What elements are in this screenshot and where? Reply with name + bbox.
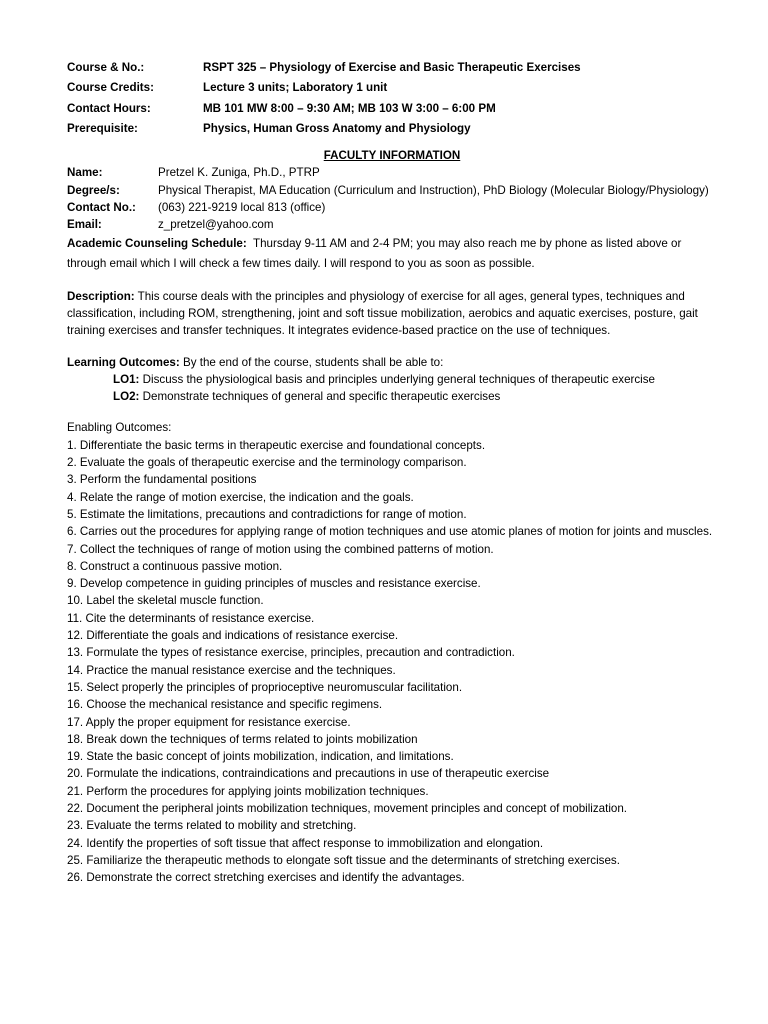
enabling-outcomes [67,419,717,886]
faculty-label: Email: [67,218,102,232]
faculty-row-name [67,164,717,181]
description-text: This course deals with the principles and physiology of exercise for all ages, general types, techniques and classification, including ROM, strengthening, joint and soft tissue mobilization, aerobics and aquatic exercises, posture, gait training exercises and transfer techniques. It integrates evidence-based practice on the use of techniques. [67,289,698,338]
course-value: MB 101 MW 8:00 – 9:30 AM; MB 103 W 3:00 – 6:00 PM [203,101,496,115]
enabling-outcome-item: 18. Break down the techniques of terms related to joints mobilization [67,732,418,746]
enabling-outcome-item: 25. Familiarize the therapeutic methods to elongate soft tissue and the determinants of stretching exercises. [67,853,620,867]
course-row-hours [67,99,717,119]
enabling-outcome-item: 22. Document the peripheral joints mobilization techniques, movement principles and concept of mobilization. [67,801,628,815]
course-value: RSPT 325 – Physiology of Exercise and Basic Therapeutic Exercises [203,61,581,74]
enabling-outcome-item: 13. Formulate the types of resistance exercise, principles, precaution and contradiction. [67,646,515,660]
course-value: Physics, Human Gross Anatomy and Physiology [203,121,471,135]
syllabus-page [67,58,717,886]
faculty-row-contact [67,199,717,216]
course-label: Prerequisite: [67,121,138,135]
enabling-outcome-item: 17. Apply the proper equipment for resistance exercise. [67,715,351,729]
counseling-text: Thursday 9-11 AM and 2-4 PM; you may also reach me by phone as listed above or through email which I will check a few times daily. I will respond to you as soon as possible. [67,236,682,270]
faculty-row-email [67,216,717,233]
enabling-outcome-item: 5. Estimate the limitations, precautions and contradictions for range of motion. [67,507,467,521]
enabling-outcome-item: 10. Label the skeletal muscle function. [67,594,264,608]
counseling-schedule [67,234,717,274]
enabling-outcome-item: 21. Perform the procedures for applying joints mobilization techniques. [67,784,429,798]
faculty-label: Degree/s: [67,183,120,197]
enabling-outcome-item: 19. State the basic concept of joints mobilization, indication, and limitations. [67,750,454,764]
course-row-number [67,58,717,78]
faculty-value: Pretzel K. Zuniga, Ph.D., PTRP [158,166,320,180]
enabling-outcome-item: 4. Relate the range of motion exercise, the indication and the goals. [67,490,414,504]
enabling-outcome-item: 11. Cite the determinants of resistance exercise. [67,611,315,625]
learning-outcome-item [67,371,717,388]
faculty-info [67,164,717,273]
learning-outcomes [67,354,717,406]
enabling-outcome-item: 20. Formulate the indications, contraindications and precautions in use of therapeutic exercise [67,767,550,781]
learning-outcome-text: Demonstrate techniques of general and specific therapeutic exercises [142,390,501,404]
counseling-label: Academic Counseling Schedule: [67,236,247,250]
enabling-outcome-item: 23. Evaluate the terms related to mobility and stretching. [67,819,357,833]
spacer [67,340,717,354]
learning-outcome-code: LO2: [113,390,140,404]
enabling-outcome-item: 1. Differentiate the basic terms in therapeutic exercise and foundational concepts. [67,438,486,452]
enabling-outcome-item: 14. Practice the manual resistance exercise and the techniques. [67,663,396,677]
enabling-outcome-item: 12. Differentiate the goals and indications of resistance exercise. [67,629,399,643]
enabling-outcome-item: 9. Develop competence in guiding principles of muscles and resistance exercise. [67,577,481,591]
faculty-info-heading: FACULTY INFORMATION [323,149,461,163]
learning-outcome-text: Discuss the physiological basis and principles underlying general techniques of therapeutic exercise [142,372,656,386]
course-value: Lecture 3 units; Laboratory 1 unit [203,81,388,95]
enabling-outcome-item: 15. Select properly the principles of proprioceptive neuromuscular facilitation. [67,680,463,694]
learning-outcome-code: LO1: [113,372,140,386]
course-info [67,58,717,139]
course-row-credits [67,78,717,98]
learning-outcome-item [67,388,717,405]
course-label: Course Credits: [67,81,154,95]
faculty-label: Contact No.: [67,201,136,215]
course-label: Contact Hours: [67,101,151,115]
enabling-outcome-item: 7. Collect the techniques of range of motion using the combined patterns of motion. [67,542,494,556]
learning-outcomes-intro [67,354,717,371]
course-row-prerequisite [67,119,717,139]
learning-outcomes-label: Learning Outcomes: [67,355,180,369]
enabling-outcome-item: 2. Evaluate the goals of therapeutic exercise and the terminology comparison. [67,456,467,470]
enabling-outcome-item: 24. Identify the properties of soft tissue that affect response to immobilization and elongation. [67,836,544,850]
spacer [67,405,717,419]
description-label: Description: [67,289,135,303]
enabling-outcome-item: 26. Demonstrate the correct stretching exercises and identify the advantages. [67,871,465,885]
course-label: Course & No.: [67,61,145,74]
learning-outcomes-intro-text: By the end of the course, students shall be able to: [182,355,444,369]
faculty-email[interactable]: z_pretzel@yahoo.com [158,218,274,232]
enabling-outcome-item: 6. Carries out the procedures for applying range of motion techniques and use atomic planes of motion for joints and muscles. [67,525,713,539]
faculty-value: (063) 221-9219 local 813 (office) [158,201,326,215]
course-description [67,288,717,340]
spacer [67,274,717,288]
enabling-outcome-item: 8. Construct a continuous passive motion. [67,559,283,573]
faculty-value: Physical Therapist, MA Education (Curriculum and Instruction), PhD Biology (Molecular Biology/Physiology) [158,183,709,197]
enabling-outcomes-title: Enabling Outcomes: [67,421,172,435]
faculty-row-degrees [67,182,717,199]
enabling-outcome-item: 3. Perform the fundamental positions [67,473,257,487]
faculty-label: Name: [67,166,103,180]
enabling-outcome-item: 16. Choose the mechanical resistance and specific regimens. [67,698,383,712]
